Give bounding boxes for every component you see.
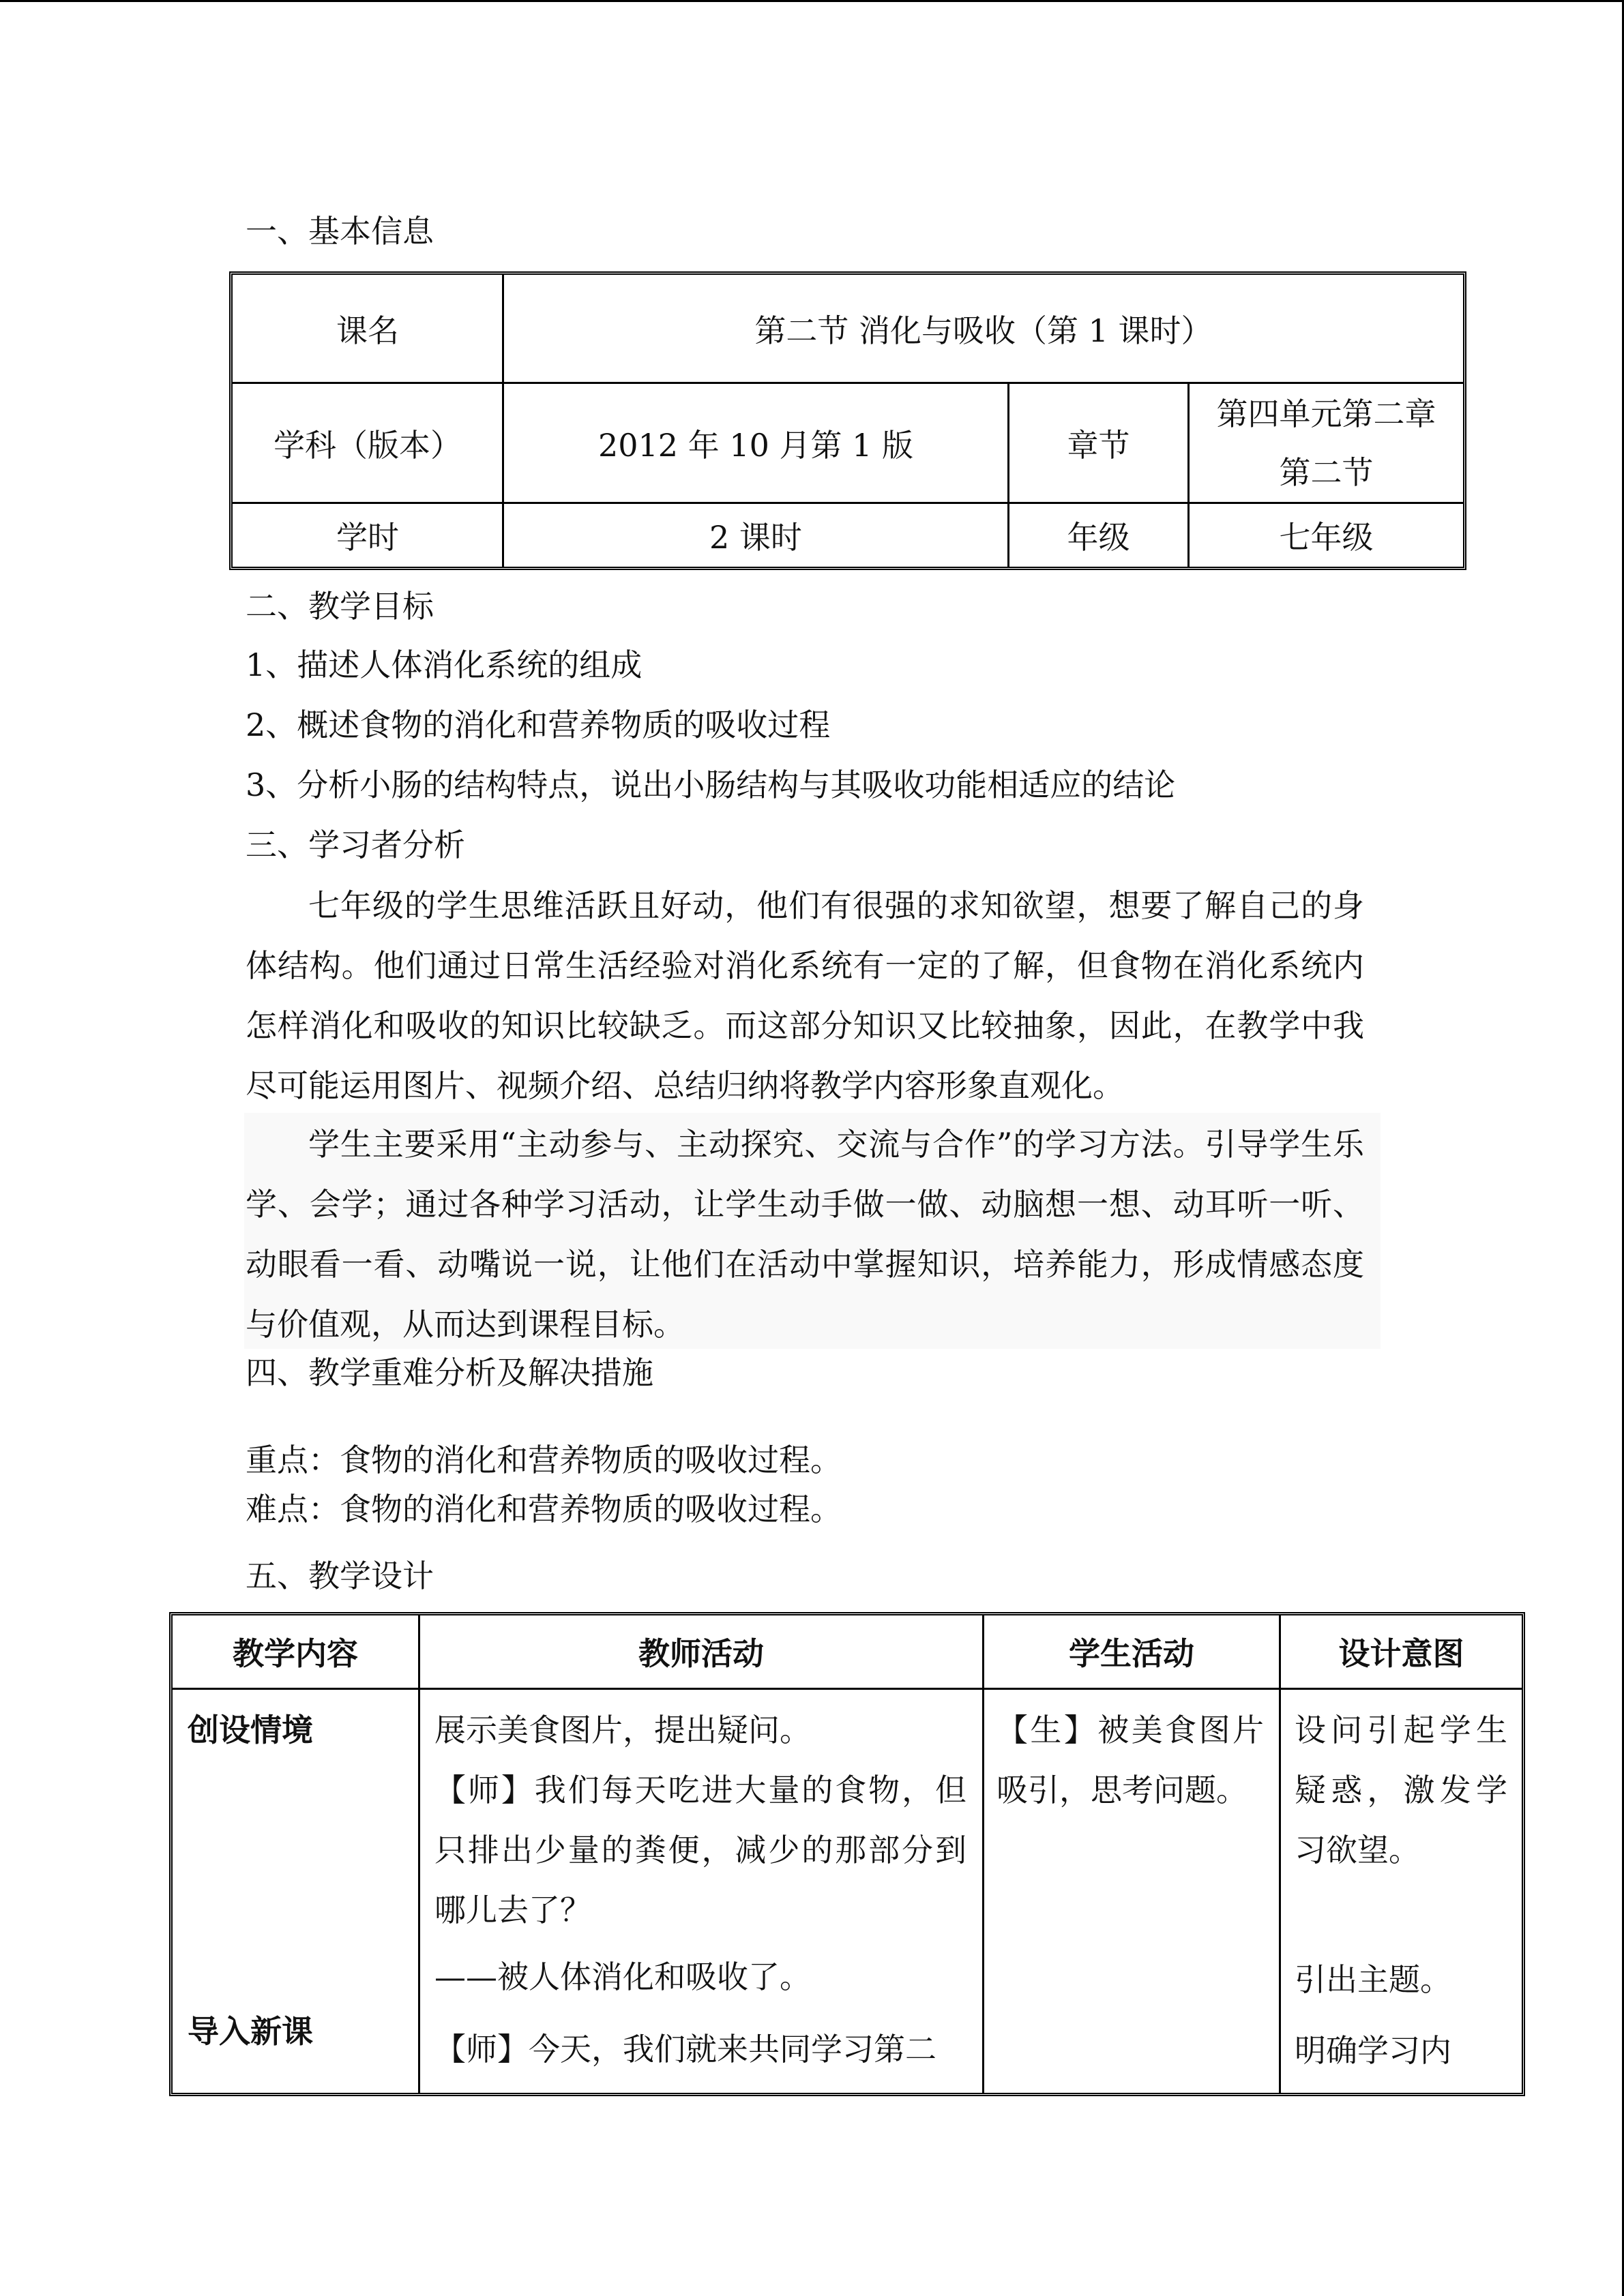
content-create-situation: 创设情境 <box>188 1712 313 1748</box>
design-intent-text: 引出主题。 <box>1295 1961 1451 1998</box>
teacher-activity-text: ——被人体消化和吸收了。 <box>434 1958 811 1995</box>
grade-value: 七年级 <box>1279 519 1374 556</box>
subject-label: 学科（版本） <box>274 427 462 464</box>
teacher-activity-text: 展示美食图片，提出疑问。 <box>434 1712 811 1748</box>
learner-analysis-paragraph-2: 学生主要采用“主动参与、主动探究、交流与合作”的学习方法。引导学生乐学、会学；通过各种学习活动，让学生动手做一做、动脑想一想、动耳听一听、动眼看一看、动嘴说一说，让他们在活动中掌握知识，培养能力，形成情感态度与价值观，从而达到课程目标。 <box>246 1126 1364 1343</box>
course-value: 第二节 消化与吸收（第 1 课时） <box>754 312 1213 349</box>
difficult-point: 难点：食物的消化和营养物质的吸收过程。 <box>246 1491 842 1527</box>
basic-info-table <box>229 271 1466 570</box>
section-heading-key-difficult: 四、教学重难分析及解决措施 <box>246 1354 653 1391</box>
design-intent-text: 明确学习内 <box>1295 2032 1451 2069</box>
section-heading-objectives: 二、教学目标 <box>246 588 434 625</box>
top-border-line <box>0 0 1624 2</box>
course-label: 课名 <box>336 312 399 349</box>
objective-item: 1、描述人体消化系统的组成 <box>246 646 643 683</box>
learner-analysis-paragraph-1: 七年级的学生思维活跃且好动，他们有很强的求知欲望，想要了解自己的身体结构。他们通过日常生活经验对消化系统有一定的了解，但食物在消化系统内怎样消化和吸收的知识比较缺乏。而这部分知识又比较抽象，因此，在教学中我尽可能运用图片、视频介绍、总结归纳将教学内容形象直观化。 <box>246 887 1364 1104</box>
grade-label: 年级 <box>1067 519 1130 556</box>
chapter-value: 第四单元第二章第二节 <box>1216 396 1436 491</box>
chapter-label: 章节 <box>1067 427 1130 464</box>
hours-value: 2 课时 <box>709 519 802 556</box>
section-heading-teaching-design: 五、教学设计 <box>246 1557 434 1594</box>
section-heading-basic-info: 一、基本信息 <box>246 213 434 250</box>
header-teacher-activity: 教师活动 <box>638 1635 764 1672</box>
section-heading-learner-analysis: 三、学习者分析 <box>246 826 465 863</box>
subject-value: 2012 年 10 月第 1 版 <box>598 427 913 464</box>
key-point: 重点：食物的消化和营养物质的吸收过程。 <box>246 1442 842 1478</box>
header-teaching-content: 教学内容 <box>233 1635 358 1672</box>
student-activity-text: 【生】被美食图片吸引，思考问题。 <box>996 1712 1264 1808</box>
design-intent-text: 设问引起学生疑惑，激发学习欲望。 <box>1295 1712 1507 1868</box>
objective-item: 3、分析小肠的结构特点，说出小肠结构与其吸收功能相适应的结论 <box>246 766 1176 803</box>
teacher-activity-text: 【师】今天，我们就来共同学习第二 <box>434 2031 936 2068</box>
hours-label: 学时 <box>336 519 399 556</box>
objective-item: 2、概述食物的消化和营养物质的吸收过程 <box>246 706 831 743</box>
header-design-intent: 设计意图 <box>1338 1635 1464 1672</box>
teacher-activity-text: 【师】我们每天吃进大量的食物，但只排出少量的粪便，减少的那部分到哪儿去了？ <box>434 1772 966 1928</box>
content-introduce-lesson: 导入新课 <box>188 2013 313 2050</box>
header-student-activity: 学生活动 <box>1069 1635 1194 1672</box>
teaching-design-table <box>169 1612 1525 2096</box>
